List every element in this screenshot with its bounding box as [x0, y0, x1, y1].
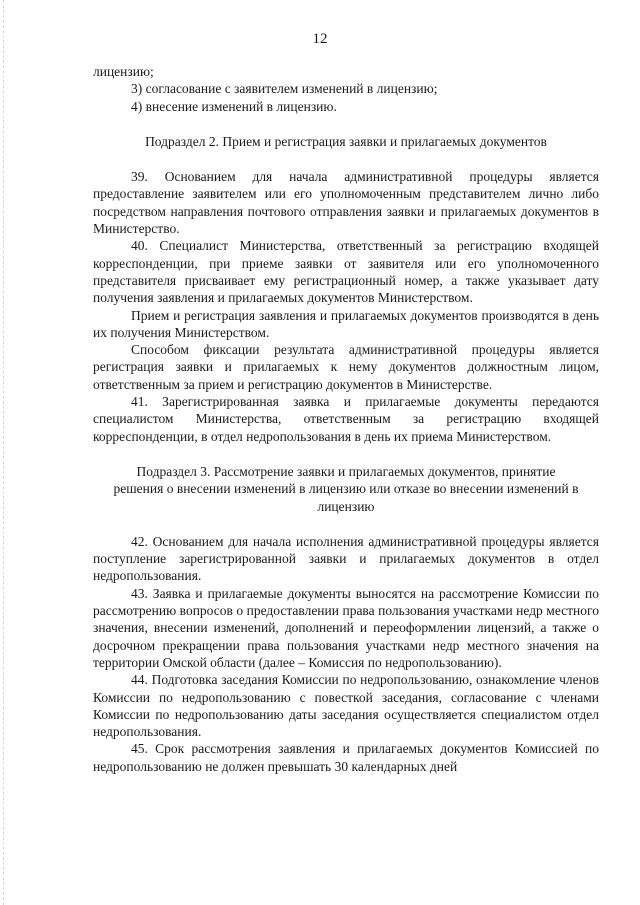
paragraph-43: 43. Заявка и прилагаемые документы выносятся на рассмотрение Комиссии по рассмотрению вопросов о предоставлении права пользования участками недр местного значения, внесении изменений, дополнений и переоформлении лицензий, а также о досрочном прекращении права пользования участками недр местного значения на территории Омской области (далее – Комиссия по недропользованию). — [93, 585, 599, 670]
paragraph-39: 39. Основанием для начала административной процедуры является предоставление заявителем или его уполномоченным представителем лично либо посредством направления почтового отправления заявки и прилагаемых документов в Министерство. — [93, 169, 599, 237]
line-license: лицензию; — [93, 64, 154, 79]
list-item-3: 3) согласование с заявителем изменений в лицензию; — [131, 81, 438, 97]
page-number: 12 — [312, 31, 328, 47]
paragraph-41: 41. Зарегистрированная заявка и прилагаемые документы передаются специалистом Министерства, ответственным за регистрацию входящей корреспонденции, в отдел недропользования в день их приема Министерством. — [93, 394, 599, 444]
list-item-4: 4) внесение изменений в лицензию. — [131, 98, 337, 114]
subsection-3-heading: Подраздел 3. Рассмотрение заявки и прилагаемых документов, принятие решения о внесении изменений в лицензию или отказе во внесении изменений в лицензию — [113, 463, 579, 514]
document-body — [93, 63, 599, 775]
paragraph-45: 45. Срок рассмотрения заявления и прилагаемых документов Комиссией по недропользованию не должен превышать 30 календарных дней — [93, 741, 599, 774]
scan-edge-line — [3, 0, 4, 905]
paragraph-40-fixation: Способом фиксации результата административной процедуры является регистрация заявки и прилагаемых к нему документов должностным лицом, ответственным за прием и регистрацию документов в Министерстве. — [93, 342, 599, 392]
subsection-2-heading: Подраздел 2. Прием и регистрация заявки и прилагаемых документов — [145, 133, 547, 149]
paragraph-40-reception: Прием и регистрация заявления и прилагаемых документов производятся в день их получения Министерством. — [93, 307, 599, 340]
paragraph-42: 42. Основанием для начала исполнения административной процедуры является поступление зарегистрированной заявки и прилагаемых документов в отдел недропользования. — [93, 533, 599, 584]
paragraph-40: 40. Специалист Министерства, ответственный за регистрацию входящей корреспонденции, при приеме заявки от заявителя или его уполномоченного представителя присваивает ему регистрационный номер, а также указывает дату получения заявления и прилагаемых документов Министерством. — [93, 238, 599, 306]
paragraph-44: 44. Подготовка заседания Комиссии по недропользованию, ознакомление членов Комиссии по недропользованию с повесткой заседания, согласование с членами Комиссии по недропользованию даты заседания осуществляется специалистом отдел недропользования. — [93, 672, 599, 740]
